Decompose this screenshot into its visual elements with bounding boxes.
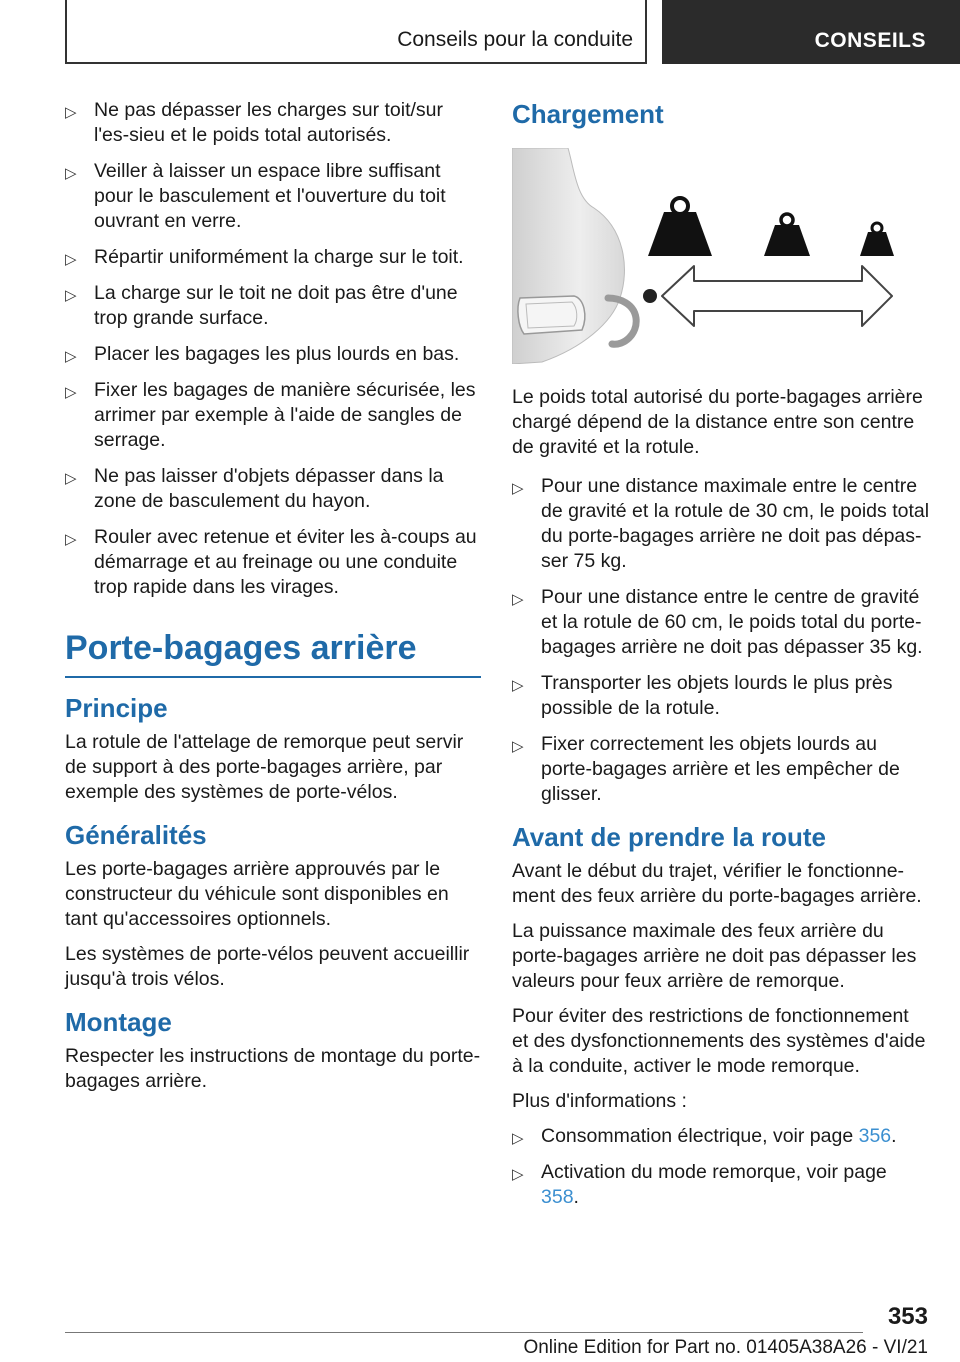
reference-list xyxy=(512,1124,930,1210)
bullet-triangle-icon: ▷ xyxy=(512,677,524,694)
header-section-box xyxy=(662,0,960,64)
bullet-triangle-icon: ▷ xyxy=(65,104,77,121)
list-item: ▷ Placer les bagages les plus lourds en bas. xyxy=(65,342,481,367)
principe-heading: Principe xyxy=(65,693,168,723)
list-item: ▷ Veiller à laisser un espace libre suffisant pour le basculement et l'ouverture du toit ouvrant en verre. xyxy=(65,160,446,232)
avant-route-heading: Avant de prendre la route xyxy=(512,822,826,852)
generalites-text-2: Les systèmes de porte-vélos peuvent accueillir jusqu'à trois vélos. xyxy=(65,943,470,990)
avant-text-4: Plus d'informations : xyxy=(512,1090,687,1112)
roof-load-list xyxy=(65,98,481,600)
tow-ball xyxy=(643,289,657,303)
bullet-triangle-icon: ▷ xyxy=(512,1166,524,1183)
chargement-heading: Chargement xyxy=(512,99,664,129)
bullet-triangle-icon: ▷ xyxy=(65,251,77,268)
avant-text-3: Pour éviter des restrictions de fonctionnement et des dysfonctionnements des systèmes d'aide à la conduite, activer le mode remorque. xyxy=(512,1005,926,1077)
bullet-triangle-icon: ▷ xyxy=(512,591,524,608)
bullet-triangle-icon: ▷ xyxy=(512,480,524,497)
header-chapter-box xyxy=(65,0,647,64)
page-number: 353 xyxy=(887,1303,928,1330)
montage-text: Respecter les instructions de montage du porte-bagages arrière. xyxy=(65,1045,481,1092)
weight-small-icon xyxy=(860,223,894,256)
principe-text: La rotule de l'attelage de remorque peut servir de support à des porte-bagages arrière, par exemple des systèmes de porte-vélos. xyxy=(65,731,464,803)
bullet-triangle-icon: ▷ xyxy=(65,531,77,548)
chargement-text: Le poids total autorisé du porte-bagages arrière chargé dépend de la distance entre son centre de gravité et la rotule. xyxy=(512,386,923,458)
page-link-356[interactable]: 356 xyxy=(858,1125,892,1147)
footer-rule xyxy=(65,1332,863,1333)
list-item: ▷ Fixer correctement les objets lourds au porte-bagages arrière et les empêcher de glisser. xyxy=(512,733,900,805)
section-title: CONSEILS xyxy=(814,29,926,52)
weight-large-icon xyxy=(648,198,712,256)
bullet-triangle-icon: ▷ xyxy=(512,738,524,755)
list-item: ▷ Ne pas laisser d'objets dépasser dans la zone de basculement du hayon. xyxy=(65,465,444,512)
bullet-triangle-icon: ▷ xyxy=(65,348,77,365)
weight-medium-icon xyxy=(764,214,810,256)
list-item: ▷ Ne pas dépasser les charges sur toit/sur l'es-sieu et le poids total autorisés. xyxy=(65,99,444,146)
page-link-358[interactable]: 358 xyxy=(541,1186,574,1208)
left-column xyxy=(65,98,481,1104)
edition-note: Online Edition for Part no. 01405A38A26 - VI/21 xyxy=(523,1337,928,1358)
list-item: ▷ Fixer les bagages de manière sécurisée, les arrimer par exemple à l'aide de sangles de serrage. xyxy=(65,379,476,451)
heading-rule xyxy=(65,676,481,678)
distance-double-arrow xyxy=(662,266,892,326)
bullet-triangle-icon: ▷ xyxy=(65,165,77,182)
bullet-triangle-icon: ▷ xyxy=(512,1130,524,1147)
generalites-text-1: Les porte-bagages arrière approuvés par le constructeur du véhicule sont disponibles en tant qu'accessoires optionnels. xyxy=(65,858,449,930)
list-item: ▷ Transporter les objets lourds le plus près possible de la rotule. xyxy=(512,672,893,719)
chargement-list xyxy=(512,474,930,807)
bullet-triangle-icon: ▷ xyxy=(65,470,77,487)
right-column xyxy=(512,98,930,1221)
list-item: ▷ Pour une distance maximale entre le centre de gravité et la rotule de 30 cm, le poids total du porte-bagages arrière ne doit pas dépas-ser 75 kg. xyxy=(512,475,930,572)
bullet-triangle-icon: ▷ xyxy=(65,384,77,401)
load-distance-illustration xyxy=(512,148,930,364)
reference-item: ▷ Activation du mode remorque, voir page 358. xyxy=(512,1161,887,1208)
avant-text-1: Avant le début du trajet, vérifier le fonctionne-ment des feux arrière du porte-bagages arrière. xyxy=(512,860,922,907)
list-item: ▷ La charge sur le toit ne doit pas être d'une trop grande surface. xyxy=(65,282,458,329)
montage-heading: Montage xyxy=(65,1007,172,1037)
main-heading: Porte-bagages arrière xyxy=(65,629,417,667)
reference-item: ▷ Consommation électrique, voir page 356. xyxy=(512,1124,930,1149)
generalites-heading: Généralités xyxy=(65,820,207,850)
list-item: ▷ Répartir uniformément la charge sur le toit. xyxy=(65,245,481,270)
list-item: ▷ Pour une distance entre le centre de gravité et la rotule de 60 cm, le poids total du porte-bagages arrière ne doit pas dépasser 35 kg. xyxy=(512,586,923,658)
bullet-triangle-icon: ▷ xyxy=(65,287,77,304)
chapter-title: Conseils pour la conduite xyxy=(397,28,633,51)
avant-text-2: La puissance maximale des feux arrière du porte-bagages arrière ne doit pas dépasser les valeurs pour feux arrière de remorque. xyxy=(512,920,917,992)
list-item: ▷ Rouler avec retenue et éviter les à-coups au démarrage et au freinage ou une conduite trop rapide dans les virages. xyxy=(65,526,477,598)
